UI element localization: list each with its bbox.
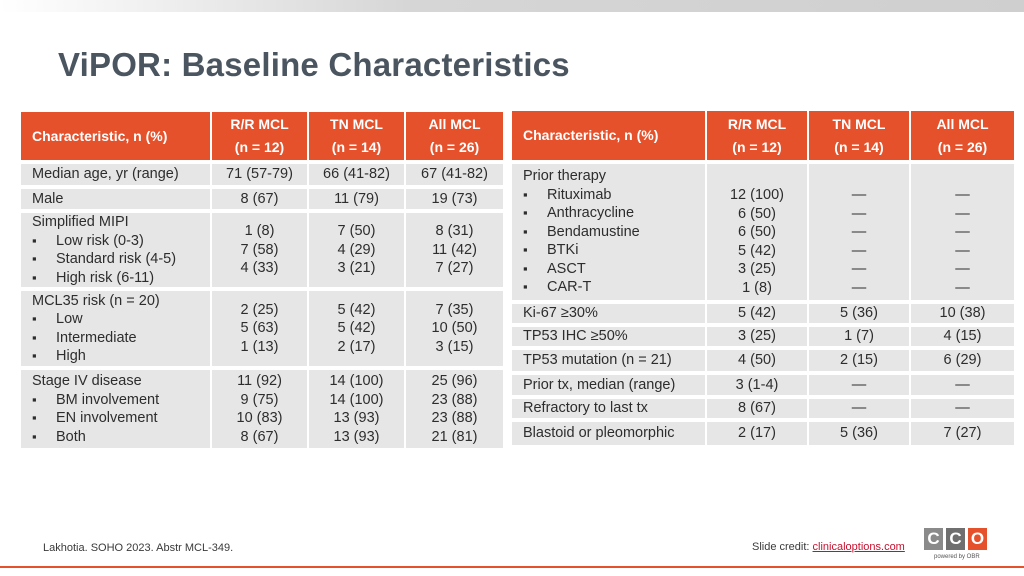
table-row	[512, 397, 1014, 420]
cell-value: —	[955, 279, 970, 296]
sub-item: ▪ BTKi	[523, 241, 705, 260]
value-cell-rr	[706, 373, 808, 397]
cell-value: —	[955, 400, 970, 417]
slide-credit-label: Slide credit:	[752, 541, 813, 553]
header-line: All MCL	[936, 115, 989, 132]
value-cell-all	[910, 162, 1014, 302]
header-line: R/R MCL	[727, 115, 787, 132]
table-row	[512, 373, 1014, 397]
cell-value: 23 (88)	[431, 391, 478, 408]
value-cell-tn	[808, 325, 910, 348]
cell-value: —	[955, 224, 970, 240]
row-label-cell	[512, 162, 706, 302]
cell-value: 8 (67)	[240, 428, 279, 445]
header-line: Characteristic, n (%)	[32, 127, 168, 144]
cell-value: 1 (7)	[844, 328, 874, 345]
row-label: Median age, yr (range)	[32, 166, 179, 183]
slide-credit	[752, 541, 905, 553]
cell-value: 1 (13)	[240, 338, 279, 355]
table-row	[512, 348, 1014, 373]
value-cell-all	[910, 302, 1014, 325]
header-line: (n = 14)	[834, 138, 884, 155]
value-cell-rr	[706, 302, 808, 325]
header-line: Characteristic, n (%)	[523, 127, 659, 143]
header-line: TN MCL	[330, 116, 383, 132]
cell-value: 3 (15)	[435, 338, 474, 355]
cell-value: 21 (81)	[431, 428, 478, 445]
sub-item-list	[32, 391, 210, 447]
cell-value: 3 (25)	[738, 261, 776, 277]
table-row	[512, 325, 1014, 348]
cell-value: —	[851, 400, 867, 417]
logo-tagline: powered by OBR	[934, 554, 980, 560]
column-header-all-mcl	[910, 111, 1014, 162]
cell-value: —	[851, 261, 867, 277]
cco-logo	[924, 528, 988, 566]
value-cell-tn	[308, 187, 405, 211]
cell-value: —	[851, 224, 867, 240]
cell-value: —	[851, 242, 867, 259]
cell-value: 5 (42)	[738, 305, 776, 322]
header-line: (n = 12)	[234, 139, 285, 155]
cell-value: —	[851, 279, 867, 296]
value-cell-rr	[211, 187, 308, 211]
cell-value: —	[955, 261, 970, 277]
cell-value: 66 (41-82)	[323, 166, 390, 183]
column-header-tn-mcl	[308, 112, 405, 162]
row-label-cell	[512, 397, 706, 420]
row-label-cell	[512, 325, 706, 348]
header-row	[512, 111, 1014, 162]
cell-value: 2 (15)	[840, 352, 878, 369]
value-cell-tn	[808, 348, 910, 373]
value-cell-all	[405, 187, 503, 211]
cell-value: —	[955, 205, 970, 222]
cell-value: —	[955, 187, 970, 203]
sub-item: ▪ Standard risk (4-5)	[32, 250, 210, 269]
row-label: TP53 mutation (n = 21)	[523, 352, 672, 369]
table-row	[512, 420, 1014, 447]
header-line: (n = 26)	[429, 139, 480, 155]
row-label: Ki-67 ≥30%	[523, 305, 598, 322]
cell-value: 11 (79)	[334, 190, 379, 207]
cell-value: 5 (42)	[738, 242, 776, 259]
baseline-table-right	[512, 111, 1014, 449]
cell-value: 13 (93)	[333, 428, 380, 445]
clinicaloptions-link[interactable]: clinicaloptions.com	[812, 541, 905, 553]
header-line: (n = 12)	[732, 138, 782, 155]
cell-value: 4 (29)	[337, 241, 376, 258]
value-cell-rr	[706, 162, 808, 302]
table-row	[21, 289, 503, 368]
sub-item: ▪ CAR-T	[523, 278, 705, 297]
cell-value: 3 (21)	[337, 260, 376, 277]
logo-letter: C	[924, 528, 943, 550]
cell-value: 4 (33)	[240, 260, 279, 277]
cell-value: 12 (100)	[729, 187, 784, 203]
cell-value: 8 (67)	[738, 400, 776, 417]
cell-value: 11 (92)	[237, 373, 282, 389]
cell-value: 9 (75)	[240, 391, 279, 408]
sub-item: ▪ Both	[32, 428, 210, 447]
value-cell-tn	[308, 211, 405, 289]
sub-item: ▪ Low	[32, 310, 210, 329]
cell-value: 11 (42)	[432, 241, 477, 258]
sub-item: ▪ Bendamustine	[523, 223, 705, 242]
value-cell-tn	[808, 162, 910, 302]
table-row	[21, 187, 503, 211]
cell-value: 7 (50)	[337, 223, 376, 240]
header-line: R/R MCL	[230, 116, 289, 132]
value-cell-tn	[808, 420, 910, 447]
row-label-cell	[512, 302, 706, 325]
row-label-cell	[21, 211, 211, 289]
baseline-table-left	[21, 112, 503, 452]
value-cell-rr	[211, 162, 308, 187]
row-label-cell	[512, 420, 706, 447]
citation: Lakhotia. SOHO 2023. Abstr MCL-349.	[43, 542, 234, 554]
cell-value: 6 (50)	[738, 205, 776, 222]
top-gradient-bar	[0, 0, 1024, 12]
header-line: TN MCL	[832, 115, 886, 132]
value-cell-tn	[308, 368, 405, 450]
cell-value: 5 (42)	[337, 301, 376, 318]
cell-value: 71 (57-79)	[226, 166, 293, 183]
cell-value: 2 (25)	[240, 301, 279, 318]
cell-value: 2 (17)	[337, 338, 376, 355]
slide-title: ViPOR: Baseline Characteristics	[58, 46, 570, 83]
table-row	[512, 162, 1014, 302]
logo-letter: O	[968, 528, 987, 550]
cell-value: 1 (8)	[244, 223, 275, 240]
value-cell-all	[910, 420, 1014, 447]
logo-letter: C	[946, 528, 965, 550]
cell-value: 8 (31)	[435, 223, 474, 240]
cell-value: —	[851, 376, 867, 393]
cell-value: 6 (29)	[943, 352, 982, 369]
header-line: All MCL	[428, 116, 481, 132]
value-cell-all	[405, 162, 503, 187]
row-label: Prior therapy	[523, 168, 607, 185]
row-label: Male	[32, 190, 64, 207]
cell-value: —	[851, 205, 867, 222]
header-line: (n = 14)	[331, 139, 382, 155]
value-cell-tn	[808, 302, 910, 325]
row-label: Prior tx, median (range)	[523, 376, 676, 393]
header-line: (n = 26)	[937, 138, 988, 155]
sub-item-list	[32, 232, 210, 288]
value-cell-tn	[808, 373, 910, 397]
cell-value: 7 (35)	[435, 301, 474, 318]
cell-value: 5 (36)	[840, 425, 878, 442]
table-row	[21, 368, 503, 450]
cell-value: 4 (15)	[943, 328, 982, 345]
value-cell-rr	[706, 397, 808, 420]
sub-item: ▪ EN involvement	[32, 409, 210, 428]
column-header-rr-mcl	[706, 111, 808, 162]
row-label-cell	[21, 162, 211, 187]
value-cell-rr	[211, 289, 308, 368]
cell-value: 8 (67)	[240, 190, 279, 207]
table-row	[21, 211, 503, 289]
cell-value: 2 (17)	[738, 425, 776, 442]
cell-value: 7 (27)	[943, 425, 982, 442]
cell-value: —	[955, 242, 970, 259]
cell-value: 14 (100)	[329, 373, 384, 389]
cell-value: 25 (96)	[431, 373, 478, 389]
cell-value: 19 (73)	[431, 190, 478, 207]
cell-value: 10 (38)	[939, 305, 986, 322]
row-label-cell	[21, 368, 211, 450]
row-label: Refractory to last tx	[523, 400, 648, 417]
row-label: Blastoid or pleomorphic	[523, 425, 675, 442]
cell-value: 5 (42)	[337, 320, 376, 337]
header-row	[21, 112, 503, 162]
cell-value: 67 (41-82)	[421, 166, 488, 183]
sub-item: ▪ ASCT	[523, 260, 705, 279]
cell-value: 13 (93)	[333, 410, 380, 426]
cell-value: 6 (50)	[738, 224, 776, 240]
cell-value: 7 (58)	[240, 241, 279, 258]
table-row	[21, 162, 503, 187]
column-header-characteristic	[21, 112, 211, 162]
cell-value: 14 (100)	[329, 391, 384, 408]
cell-value: 4 (50)	[738, 352, 776, 369]
sub-item: ▪ Intermediate	[32, 329, 210, 348]
row-label-cell	[21, 289, 211, 368]
cell-value: —	[955, 376, 970, 393]
table-row	[512, 302, 1014, 325]
row-label-cell	[21, 187, 211, 211]
sub-item: ▪ High	[32, 347, 210, 366]
cell-value: 10 (50)	[431, 320, 478, 337]
value-cell-rr	[706, 348, 808, 373]
value-cell-all	[910, 348, 1014, 373]
sub-item: ▪ Rituximab	[523, 186, 705, 205]
sub-item: ▪ High risk (6-11)	[32, 269, 210, 288]
cell-value: 7 (27)	[435, 260, 474, 277]
value-cell-all	[405, 368, 503, 450]
column-header-all-mcl	[405, 112, 503, 162]
row-label: Simplified MIPI	[32, 214, 129, 230]
value-cell-tn	[308, 162, 405, 187]
value-cell-rr	[211, 211, 308, 289]
column-header-rr-mcl	[211, 112, 308, 162]
value-cell-all	[910, 397, 1014, 420]
cell-value: 10 (83)	[236, 410, 283, 426]
value-cell-all	[910, 373, 1014, 397]
sub-item-list	[32, 310, 210, 366]
row-label: TP53 IHC ≥50%	[523, 328, 628, 345]
bottom-accent-line	[0, 566, 1024, 568]
column-header-characteristic	[512, 111, 706, 162]
value-cell-rr	[706, 420, 808, 447]
value-cell-rr	[706, 325, 808, 348]
row-label: MCL35 risk (n = 20)	[32, 292, 160, 309]
cell-value: 1 (8)	[742, 279, 772, 296]
column-header-tn-mcl	[808, 111, 910, 162]
value-cell-tn	[308, 289, 405, 368]
cell-value: —	[851, 187, 867, 203]
cell-value: 3 (25)	[738, 328, 776, 345]
row-label: Stage IV disease	[32, 373, 142, 389]
sub-item: ▪ BM involvement	[32, 391, 210, 410]
value-cell-all	[405, 211, 503, 289]
value-cell-tn	[808, 397, 910, 420]
cell-value: 5 (63)	[240, 320, 279, 337]
sub-item: ▪ Low risk (0-3)	[32, 232, 210, 251]
row-label-cell	[512, 348, 706, 373]
row-label-cell	[512, 373, 706, 397]
sub-item: ▪ Anthracycline	[523, 204, 705, 223]
cell-value: 5 (36)	[840, 305, 878, 322]
value-cell-rr	[211, 368, 308, 450]
value-cell-all	[405, 289, 503, 368]
sub-item-list	[523, 186, 705, 297]
value-cell-all	[910, 325, 1014, 348]
cell-value: 3 (1-4)	[735, 376, 779, 393]
cell-value: 23 (88)	[431, 410, 478, 426]
